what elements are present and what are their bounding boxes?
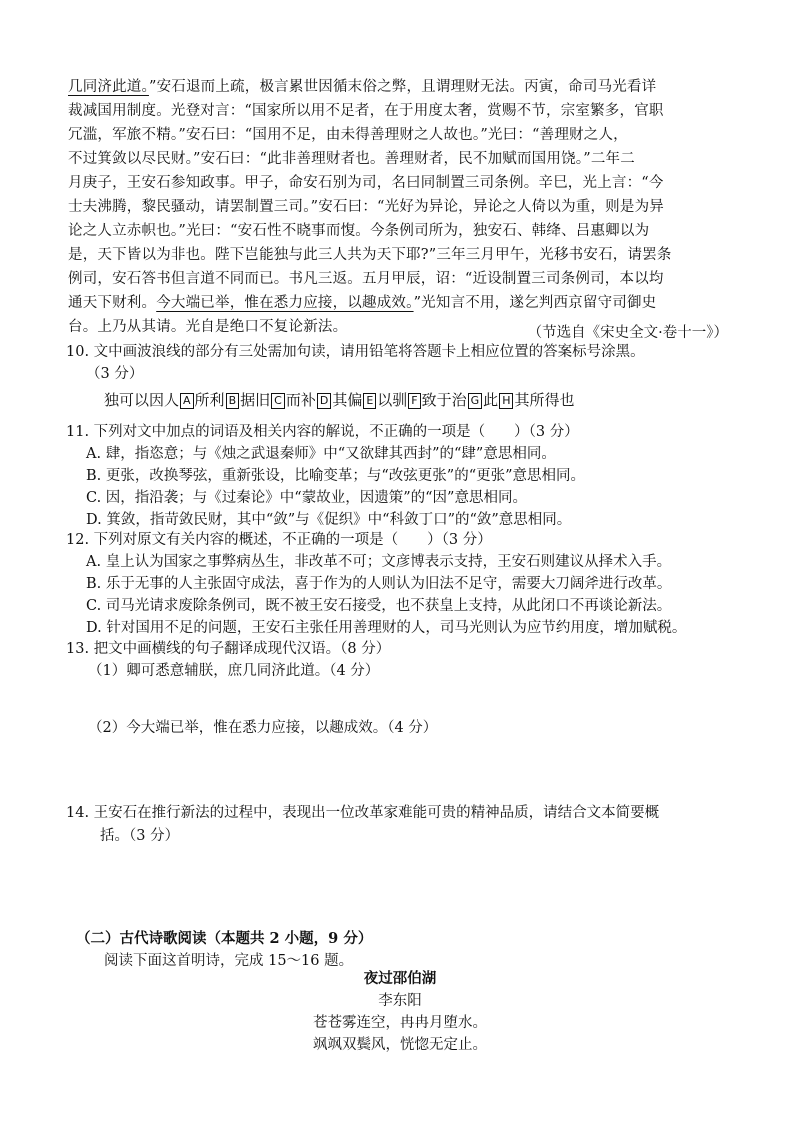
section-heading: （二）古代诗歌阅读（本题共 2 小题，9 分） — [76, 930, 373, 947]
punctuation-sentence: 独可以因人 A 所利 B 据旧 C 而补 D 其偏 E 以驯 F 致于治 G 此 H 其所得也 — [104, 391, 575, 409]
question-12-option-c: C. 司马光请求废除条例司，既不被王安石接受，也不获皇上支持，从此闭口不再谈论新法。 — [86, 598, 672, 614]
poem-verse: 苍苍雾连空，冉冉月堕水。 — [313, 1015, 487, 1031]
answer-mark-g: G — [468, 393, 483, 409]
passage-line: 几同济此道。”安石退而上疏，极言累世因循末俗之弊，且谓理财无法。丙寅，命司马光看详 — [68, 79, 657, 95]
answer-mark-c: C — [271, 393, 285, 409]
question-10-stem: 10. 文中画波浪线的部分有三处需加句读，请用铅笔将答题卡上相应位置的答案标号涂黑。 — [66, 344, 645, 360]
passage-line: 裁减国用制度。光登对言：“国家所以用不足者，在于用度太奢，赏赐不节，宗室繁多，官职 — [68, 103, 664, 119]
passage-line: 通天下财利。今大端已举，惟在悉力应接，以趣成效。”光知言不用，遂乞判西京留守司御史 — [68, 295, 657, 311]
answer-mark-a: A — [180, 393, 194, 409]
section-instruction: 阅读下面这首明诗，完成 15～16 题。 — [104, 953, 354, 969]
answer-mark-b: B — [226, 393, 240, 409]
question-13-stem: 13. 把文中画横线的句子翻译成现代汉语。（8 分） — [66, 641, 391, 657]
passage-line: 士夫沸腾，黎民骚动，请罢制置三司。”安石曰：“光好为异论，异论之人倚以为重，则是为异 — [68, 199, 664, 215]
question-12-option-d: D. 针对国用不足的问题，王安石主张任用善理财的人，司马光则认为应节约用度，增加赋税。 — [86, 620, 687, 636]
underlined-sentence: 几同济此道。 — [68, 79, 149, 95]
passage-line: 台。上乃从其请。光自是绝口不复论新法。 — [68, 319, 348, 335]
answer-mark-f: F — [408, 393, 420, 409]
question-11-option-c: C. 因，指沿袭；与《过秦论》中“蒙故业，因遗策”的“因”意思相同。 — [86, 490, 527, 506]
passage-line: 论之人立赤帜也。”光曰：“安石性不晓事而愎。今条例司所为，独安石、韩绛、吕惠卿以为 — [68, 223, 650, 239]
answer-mark-d: D — [317, 393, 331, 409]
question-12-stem: 12. 下列对原文有关内容的概述，不正确的一项是（ ）（3 分） — [66, 532, 492, 548]
question-11-option-b: B. 更张，改换琴弦，重新张设，比喻变革；与“改弦更张”的“更张”意思相同。 — [86, 468, 586, 484]
passage-line: 是，天下皆以为非也。陛下岂能独与此三人共为天下耶?”三年三月甲午，光移书安石，请罢条 — [68, 247, 672, 263]
passage-line: 例司，安石答书但言道不同而已。书凡三返。五月甲辰，诏：“近设制置三司条例司，本以均 — [68, 271, 664, 287]
question-14-stem-cont: 括。（3 分） — [100, 828, 180, 844]
question-11-stem: 11. 下列对文中加点的词语及相关内容的解说，不正确的一项是（ ）（3 分） — [66, 424, 579, 440]
answer-mark-e: E — [363, 393, 376, 409]
passage-line: 不过箕敛以尽民财。”安石曰：“此非善理财者也。善理财者，民不加赋而国用饶。”二年二 — [68, 151, 635, 167]
question-10-score: （3 分） — [86, 366, 144, 382]
answer-mark-h: H — [499, 393, 513, 409]
question-12-option-b: B. 乐于无事的人主张固守成法，喜于作为的人则认为旧法不足守，需要大刀阔斧进行改革。 — [86, 576, 672, 592]
poem-title: 夜过邵伯湖 — [363, 970, 437, 987]
underlined-sentence: 今大端已举，惟在悉力应接，以趣成效。 — [156, 295, 414, 311]
question-14-stem: 14. 王安石在推行新法的过程中，表现出一位改革家难能可贵的精神品质，请结合文本简要概 — [66, 805, 660, 821]
passage-source: （节选自《宋史全文·卷十一》） — [527, 325, 728, 341]
question-11-option-d: D. 箕敛，指苛敛民财，其中“敛”与《促织》中“科敛丁口”的“敛”意思相同。 — [86, 512, 572, 528]
poem-verse: 飒飒双鬓风，恍惚无定止。 — [313, 1037, 487, 1053]
question-11-option-a: A. 肆，指恣意；与《烛之武退秦师》中“又欲肆其西封”的“肆”意思相同。 — [86, 446, 556, 462]
poem-author: 李东阳 — [378, 993, 422, 1009]
question-13-item-2: （2）今大端已举，惟在悉力应接，以趣成效。（4 分） — [88, 720, 438, 736]
passage-line: 月庚子，王安石参知政事。甲子，命安石别为司，名曰同制置三司条例。辛巳，光上言：“今 — [68, 175, 664, 191]
question-13-item-1: （1）卿可悉意辅朕，庶几同济此道。（4 分） — [88, 663, 380, 679]
question-12-option-a: A. 皇上认为国家之事弊病丛生，非改革不可；文彦博表示支持，王安石则建议从择术入手。 — [86, 554, 672, 570]
passage-line: 冗滥，军旅不精。”安石曰：“国用不足，由未得善理财之人故也。”光曰：“善理财之人， — [68, 127, 628, 143]
